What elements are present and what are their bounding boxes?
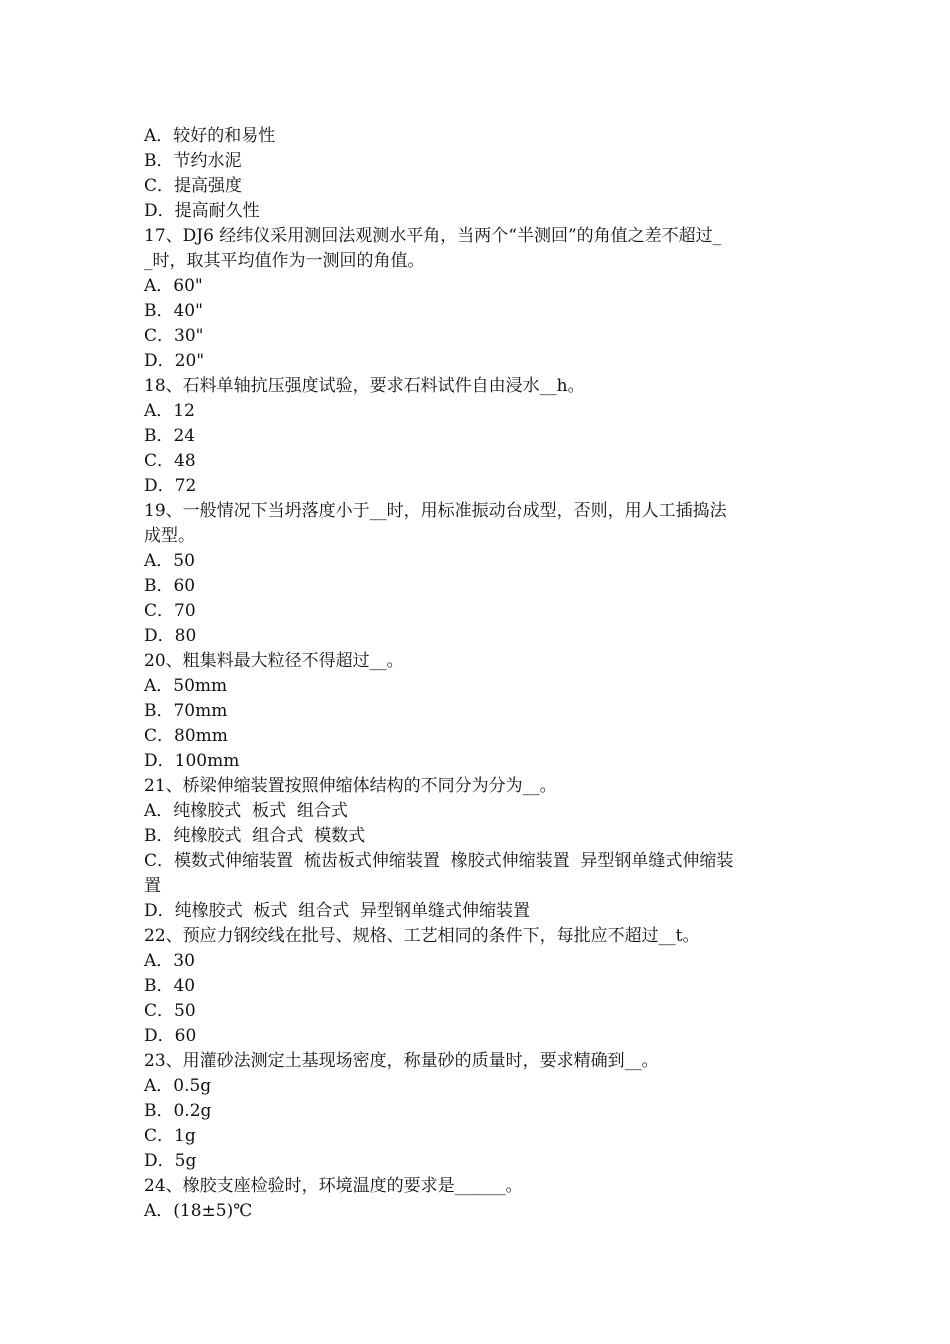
option-line: D．5g — [144, 1151, 197, 1171]
option-line: B．60 — [144, 576, 196, 596]
option-line: B．70mm — [144, 701, 228, 721]
question-17-line-2: _时，取其平均值作为一测回的角值。 — [144, 251, 425, 271]
option-line: B．40 — [144, 976, 196, 996]
option-line-continued: 置 — [144, 876, 161, 896]
question-19-line-2: 成型。 — [144, 526, 195, 546]
question-21: 21、桥梁伸缩装置按照伸缩体结构的不同分为分为__。 — [144, 776, 557, 796]
option-line: A．较好的和易性 — [144, 126, 276, 146]
option-line: B．纯橡胶式 组合式 模数式 — [144, 826, 366, 846]
option-line: B．节约水泥 — [144, 151, 242, 171]
option-line: B．0.2g — [144, 1101, 212, 1121]
option-line: B．24 — [144, 426, 196, 446]
option-line: D．20" — [144, 351, 205, 371]
option-line: D．提高耐久性 — [144, 201, 260, 221]
question-22: 22、预应力钢绞线在批号、规格、工艺相同的条件下，每批应不超过__t。 — [144, 926, 700, 946]
question-19-line-1: 19、一般情况下当坍落度小于__时，用标准振动台成型，否则，用人工插捣法 — [144, 501, 727, 521]
option-line: D．纯橡胶式 板式 组合式 异型钢单缝式伸缩装置 — [144, 901, 531, 921]
option-line: D．80 — [144, 626, 197, 646]
option-line: C．70 — [144, 601, 196, 621]
option-line: A．12 — [144, 401, 195, 421]
option-line: A．30 — [144, 951, 195, 971]
option-line: D．100mm — [144, 751, 240, 771]
option-line: A．50mm — [144, 676, 228, 696]
option-line: A．60" — [144, 276, 203, 296]
option-line: A．纯橡胶式 板式 组合式 — [144, 801, 348, 821]
option-line: C．80mm — [144, 726, 228, 746]
question-17-line-1: 17、DJ6 经纬仪采用测回法观测水平角，当两个“半测回”的角值之差不超过_ — [144, 226, 722, 246]
option-line: C．30" — [144, 326, 204, 346]
option-line: C．48 — [144, 451, 196, 471]
question-24: 24、橡胶支座检验时，环境温度的要求是______。 — [144, 1176, 523, 1196]
option-line: C．50 — [144, 1001, 196, 1021]
option-line: B．40" — [144, 301, 203, 321]
option-line: A．0.5g — [144, 1076, 212, 1096]
question-18: 18、石料单轴抗压强度试验，要求石料试件自由浸水__h。 — [144, 376, 585, 396]
question-20: 20、粗集料最大粒径不得超过__。 — [144, 651, 404, 671]
option-line: A．50 — [144, 551, 195, 571]
option-line: C．模数式伸缩装置 梳齿板式伸缩装置 橡胶式伸缩装置 异型钢单缝式伸缩装 — [144, 851, 734, 871]
question-23: 23、用灌砂法测定土基现场密度，称量砂的质量时，要求精确到__。 — [144, 1051, 659, 1071]
option-line: C．1g — [144, 1126, 196, 1146]
option-line: D．60 — [144, 1026, 197, 1046]
document-page — [144, 124, 814, 1224]
option-line: A．(18±5)℃ — [144, 1201, 253, 1221]
option-line: D．72 — [144, 476, 197, 496]
option-line: C．提高强度 — [144, 176, 243, 196]
